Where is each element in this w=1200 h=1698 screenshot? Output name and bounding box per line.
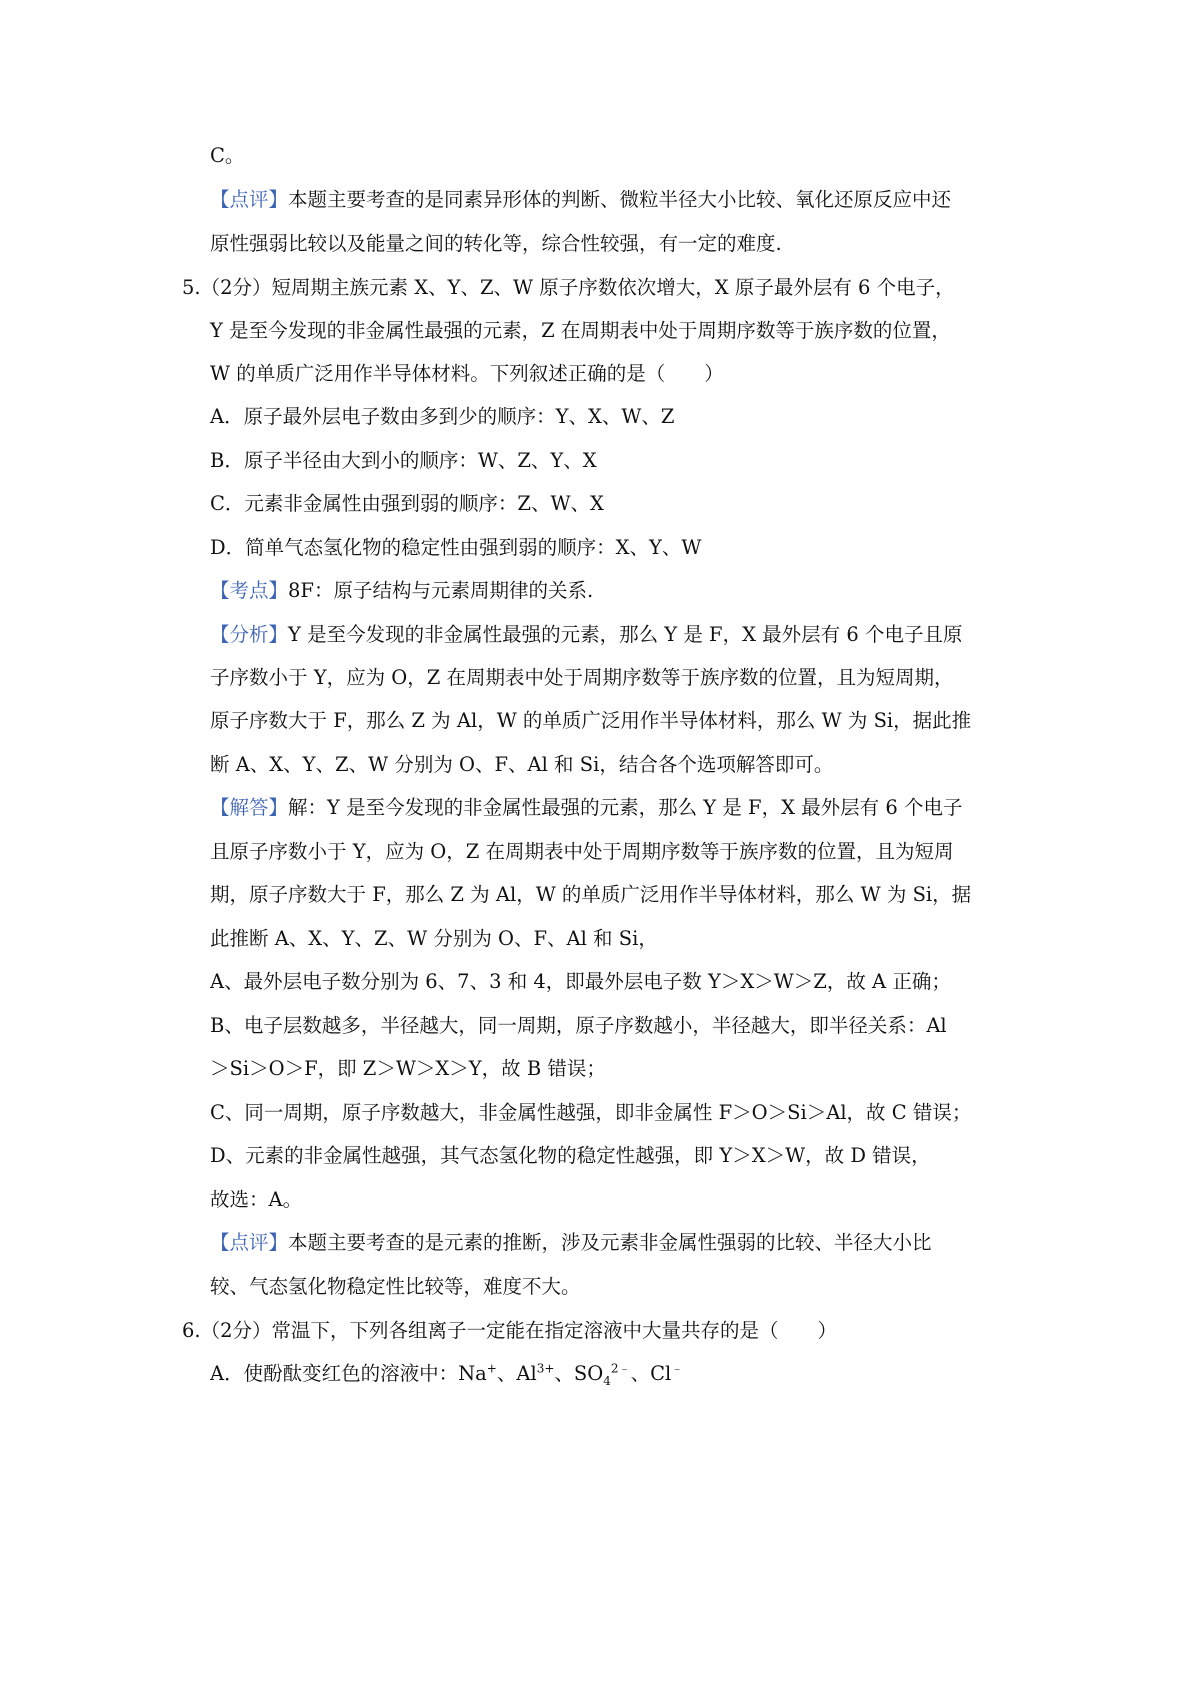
- option-a-line: [210, 1361, 1030, 1387]
- text-line: [210, 795, 1030, 821]
- text-line: 6.（2分）常温下，下列各组离子一定能在指定溶液中大量共存的是（ ）: [182, 1319, 838, 1342]
- text-line: 原性强弱比较以及能量之间的转化等，综合性较强，有一定的难度.: [210, 232, 782, 255]
- text-line: A．原子最外层电子数由多到少的顺序：Y、X、W、Z: [210, 405, 675, 428]
- text-line: 子序数小于 Y，应为 O，Z 在周期表中处于周期序数等于族序数的位置，且为短周期，: [210, 666, 954, 689]
- section-text: 本题主要考查的是元素的推断，涉及元素非金属性强弱的比较、半径大小比: [288, 1231, 932, 1254]
- text-line: [210, 187, 1030, 213]
- ion-charge: 2﹣: [610, 1361, 631, 1376]
- ion-symbol: SO: [573, 1362, 604, 1385]
- section-tag: 【分析】: [210, 623, 289, 646]
- section-text: 解：Y 是至今发现的非金属性最强的元素，那么 Y 是 F，X 最外层有 6 个电子: [288, 796, 963, 819]
- ion-charge: ﹣: [671, 1361, 684, 1376]
- text-line: [210, 1230, 1030, 1256]
- section-tag: 【点评】: [210, 1231, 289, 1254]
- text-line: 故选：A。: [210, 1188, 303, 1211]
- text-line: C、同一周期，原子序数越大，非金属性越强，即非金属性 F＞O＞Si＞Al，故 C 错误；: [210, 1101, 972, 1124]
- text-line: B．原子半径由大到小的顺序：W、Z、Y、X: [210, 449, 597, 472]
- separator: 、: [630, 1362, 651, 1385]
- ion-charge: 3+: [536, 1361, 555, 1376]
- separator: 、: [554, 1362, 574, 1385]
- text-line: 较、气态氢化物稳定性比较等，难度不大。: [210, 1275, 581, 1298]
- section-tag: 【考点】: [210, 579, 289, 602]
- text-line: D、元素的非金属性越强，其气态氢化物的稳定性越强，即 Y＞X＞W，故 D 错误，: [210, 1144, 931, 1167]
- ion-symbol: Na: [458, 1362, 487, 1385]
- text-line: [210, 622, 1030, 648]
- text-line: 断 A、X、Y、Z、W 分别为 O、F、Al 和 Si，结合各个选项解答即可。: [210, 753, 834, 776]
- section-tag: 【点评】: [210, 188, 289, 211]
- text-line: 5.（2分）短周期主族元素 X、Y、Z、W 原子序数依次增大，X 原子最外层有 6 个电子，: [182, 276, 955, 299]
- text-line: ＞Si＞O＞F，即 Z＞W＞X＞Y，故 B 错误；: [210, 1057, 606, 1080]
- section-text: 8F：原子结构与元素周期律的关系.: [288, 579, 594, 602]
- text-line: 期，原子序数大于 F，那么 Z 为 Al，W 的单质广泛用作半导体材料，那么 W 为 Si，据: [210, 883, 972, 906]
- text-line: C。: [210, 144, 245, 167]
- separator: 、: [496, 1362, 517, 1385]
- ion-charge: +: [486, 1361, 497, 1376]
- option-prefix: A．使酚酞变红色的溶液中：: [210, 1362, 459, 1385]
- text-line: 原子序数大于 F，那么 Z 为 Al，W 的单质广泛用作半导体材料，那么 W 为 Si，据此推: [210, 709, 972, 732]
- text-line: 且原子序数小于 Y，应为 O，Z 在周期表中处于周期序数等于族序数的位置，且为短周: [210, 840, 954, 863]
- section-text: Y 是至今发现的非金属性最强的元素，那么 Y 是 F，X 最外层有 6 个电子且原: [288, 623, 963, 646]
- section-text: 本题主要考查的是同素异形体的判断、微粒半径大小比较、氧化还原反应中还: [288, 188, 952, 211]
- text-line: Y 是至今发现的非金属性最强的元素，Z 在周期表中处于周期序数等于族序数的位置，: [210, 319, 951, 342]
- text-line: B、电子层数越多，半径越大，同一周期，原子序数越小，半径越大，即半径关系：Al: [210, 1014, 947, 1037]
- text-line: C．元素非金属性由强到弱的顺序：Z、W、X: [210, 492, 604, 515]
- text-line: A、最外层电子数分别为 6、7、3 和 4，即最外层电子数 Y＞X＞W＞Z，故 A 正确；: [210, 970, 951, 993]
- text-line: 此推断 A、X、Y、Z、W 分别为 O、F、Al 和 Si，: [210, 927, 658, 950]
- text-line: [210, 578, 1030, 604]
- text-line: W 的单质广泛用作半导体材料。下列叙述正确的是（ ）: [210, 362, 724, 385]
- ion-symbol: Cl: [650, 1362, 672, 1385]
- ion-subscript: 4: [603, 1373, 611, 1388]
- ion-symbol: Al: [516, 1362, 537, 1385]
- text-line: D．简单气态氢化物的稳定性由强到弱的顺序：X、Y、W: [210, 536, 702, 559]
- section-tag: 【解答】: [210, 796, 289, 819]
